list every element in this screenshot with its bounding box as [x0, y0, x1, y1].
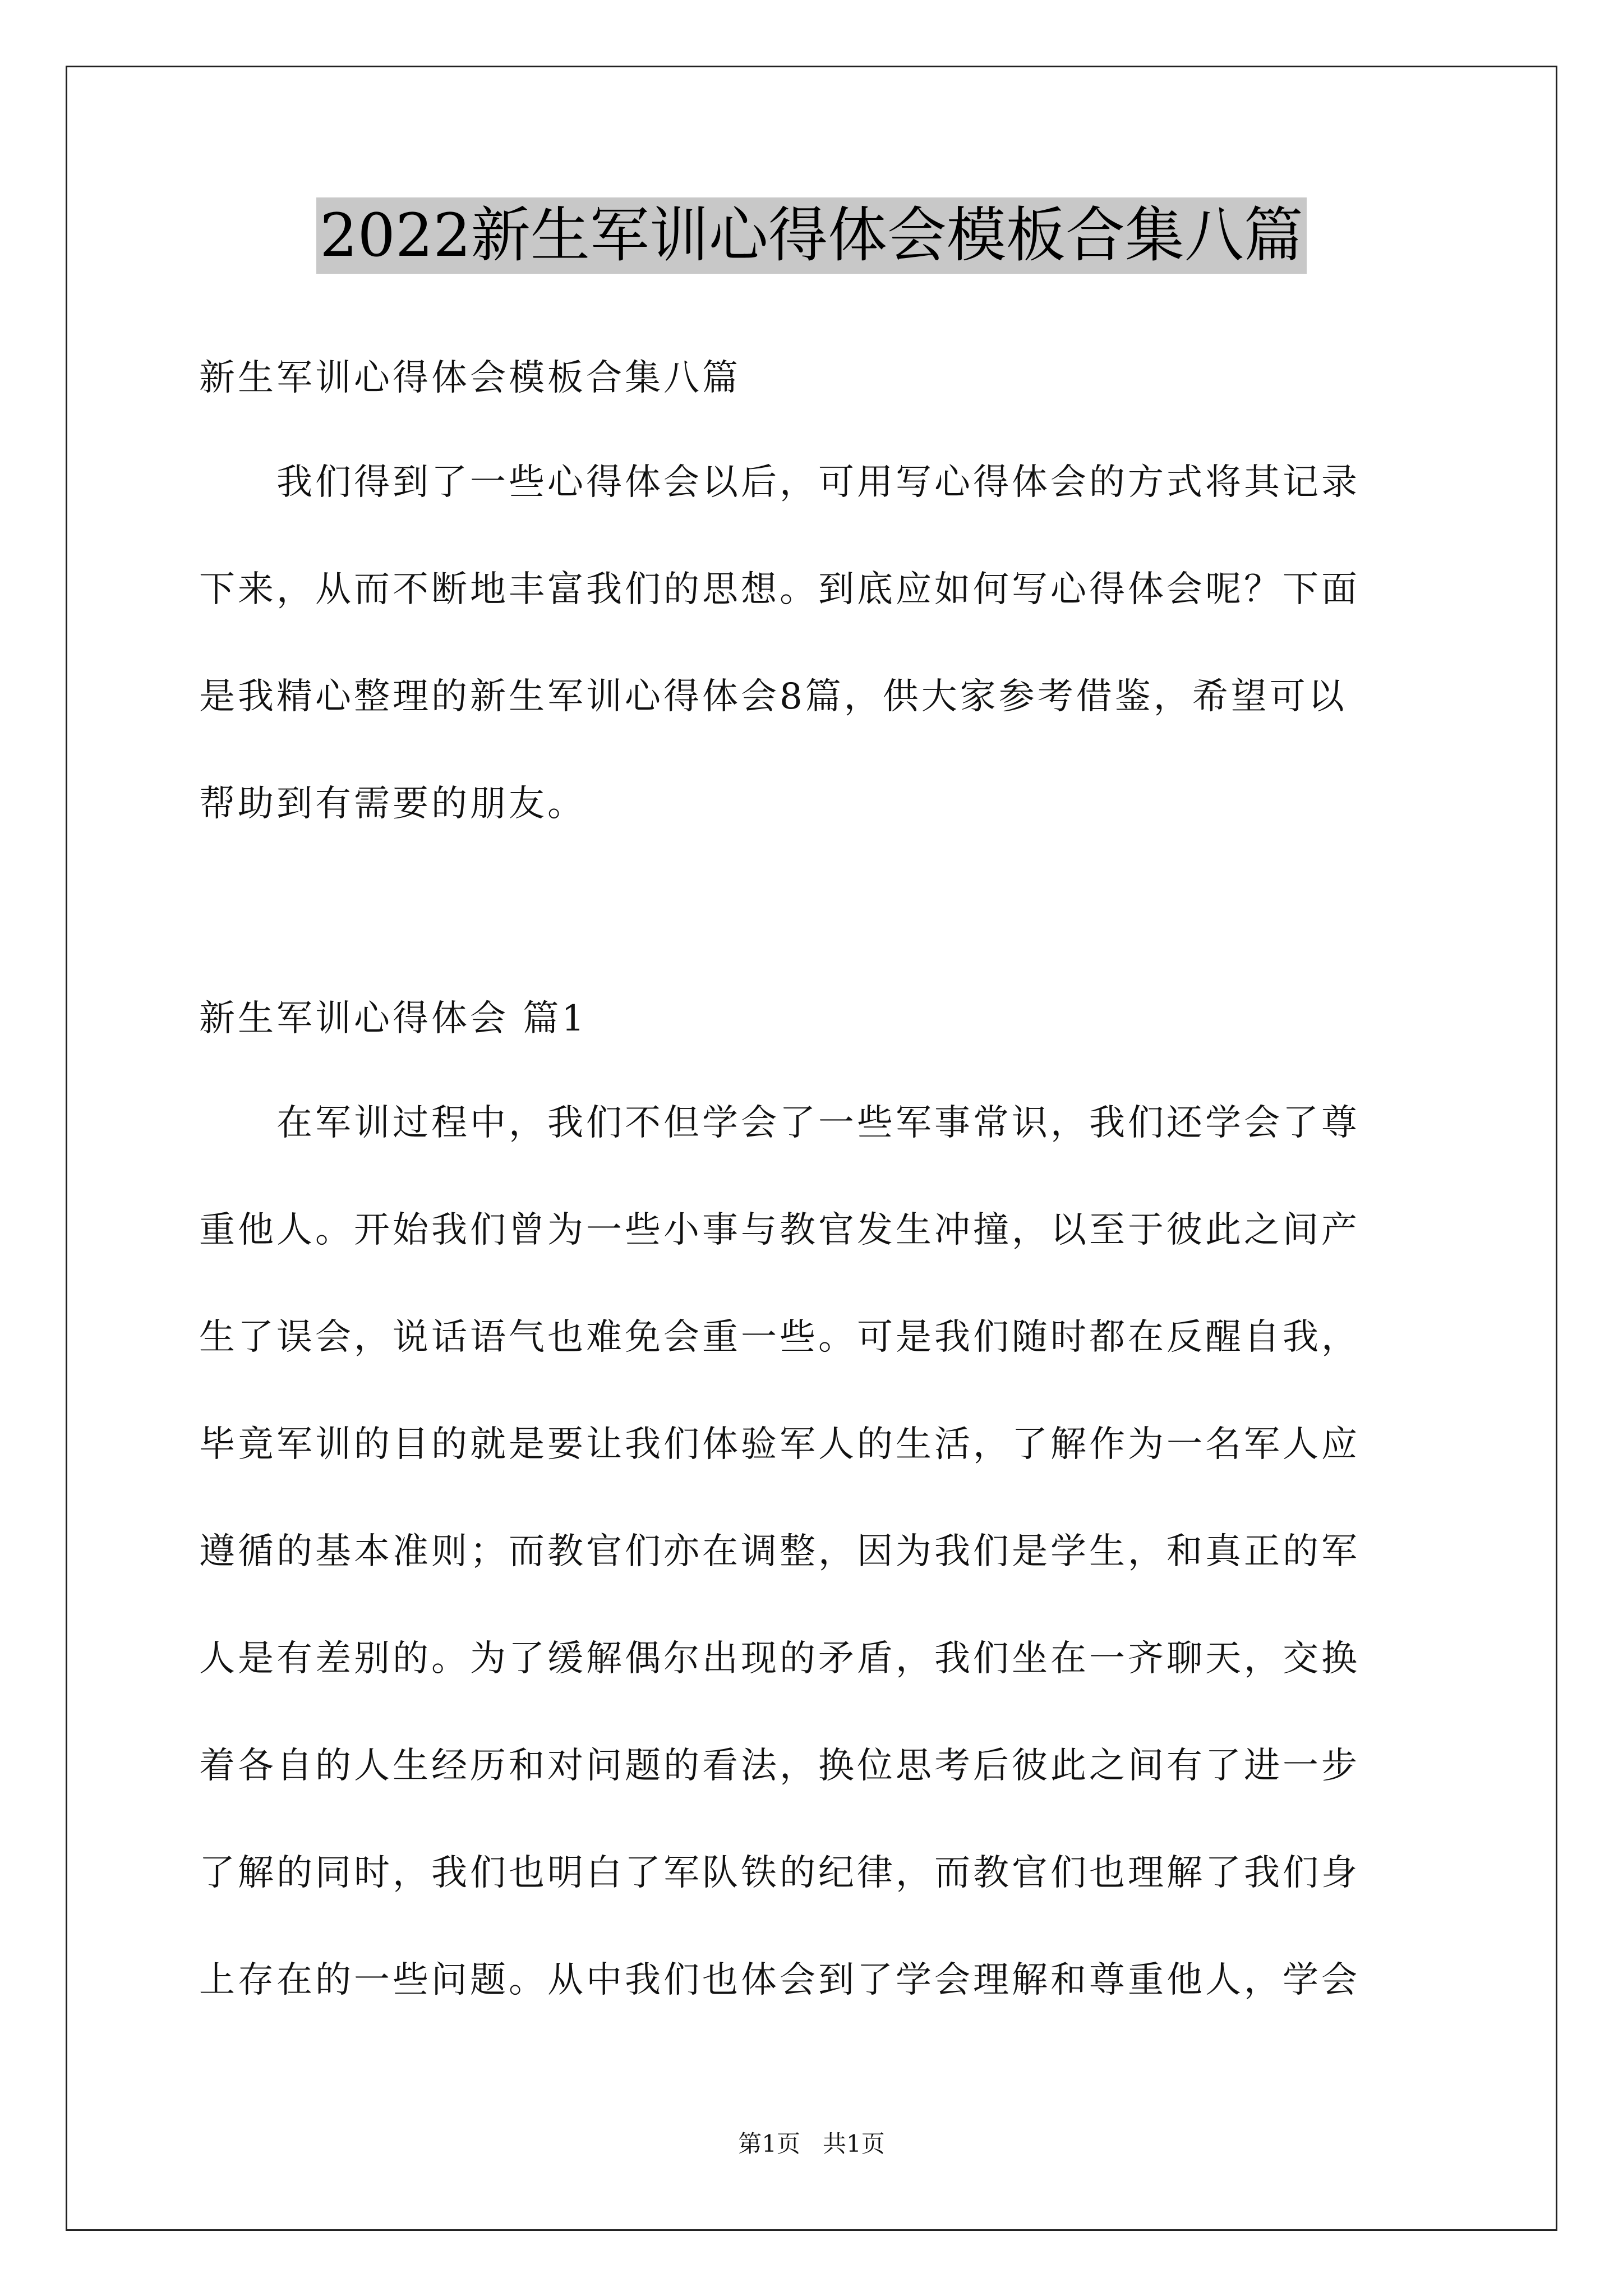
intro-line-2: 下来，从而不断地丰富我们的思想。到底应如何写心得体会呢？下面: [199, 569, 1360, 610]
section-1-line-2: 重他人。开始我们曾为一些小事与教官发生冲撞，以至于彼此之间产: [199, 1209, 1360, 1251]
section-1-line-3: 生了误会，说话语气也难免会重一些。可是我们随时都在反醒自我，: [199, 1317, 1360, 1358]
intro-line-3: 是我精心整理的新生军训心得体会8篇，供大家参考借鉴，希望可以: [199, 676, 1347, 717]
section-1-line-4: 毕竟军训的目的就是要让我们体验军人的生活，了解作为一名军人应: [199, 1424, 1360, 1465]
intro-line-4: 帮助到有需要的朋友。: [199, 783, 586, 825]
title-container: [0, 197, 1623, 274]
document-subtitle: 新生军训心得体会模板合集八篇: [199, 357, 741, 399]
page-total: 共1页: [823, 2130, 885, 2157]
section-1-heading: 新生军训心得体会 篇1: [199, 998, 588, 1039]
section-1-line-6: 人是有差别的。为了缓解偶尔出现的矛盾，我们坐在一齐聊天，交换: [199, 1638, 1360, 1680]
section-1-line-7: 着各自的人生经历和对问题的看法，换位思考后彼此之间有了进一步: [199, 1745, 1360, 1787]
section-1-line-8: 了解的同时，我们也明白了军队铁的纪律，而教官们也理解了我们身: [199, 1852, 1360, 1894]
page-number: 第1页: [738, 2130, 800, 2157]
section-1-line-1: 在军训过程中，我们不但学会了一些军事常识，我们还学会了尊: [199, 1102, 1360, 1144]
section-1-line-9: 上存在的一些问题。从中我们也体会到了学会理解和尊重他人，学会: [199, 1959, 1360, 2001]
section-1-line-5: 遵循的基本准则；而教官们亦在调整，因为我们是学生，和真正的军: [199, 1531, 1360, 1572]
page-footer: [0, 2127, 1623, 2161]
document-title: 2022新生军训心得体会模板合集八篇: [316, 197, 1307, 274]
intro-line-1: 我们得到了一些心得体会以后，可用写心得体会的方式将其记录: [199, 462, 1360, 503]
